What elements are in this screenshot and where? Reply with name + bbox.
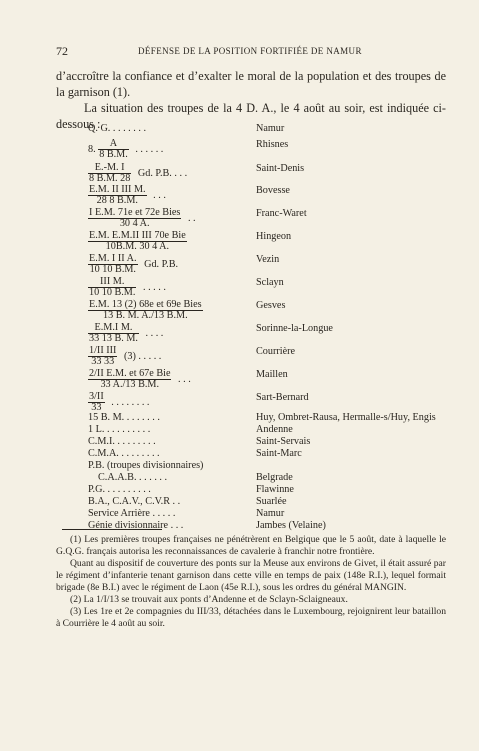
unit-cell: 1 L. . . . . . . . . .: [88, 424, 151, 435]
fraction-denominator: 28 8 B.M.: [96, 195, 138, 206]
unit-cell: C.M.I. . . . . . . . .: [88, 436, 156, 447]
fraction-numerator: E.M. I II A.: [89, 253, 137, 264]
running-title: DÉFENSE DE LA POSITION FORTIFIÉE DE NAMUR: [138, 46, 362, 56]
unit-fraction: [88, 300, 203, 321]
fraction-denominator: 13 B. M. A./13 B.M.: [102, 310, 188, 321]
footnote-separator: [62, 529, 162, 530]
fraction-numerator: E.M.I M.: [88, 323, 139, 334]
fraction-denominator: 33: [91, 402, 102, 413]
unit-cell: B.A., C.A.V., C.V.R . .: [88, 496, 181, 507]
location-cell: Namur: [256, 123, 285, 134]
table-row: [88, 345, 468, 367]
unit-cell: [88, 139, 163, 160]
fraction-numerator: E.-M. I: [88, 163, 131, 174]
table-row: [88, 520, 468, 534]
unit-suffix: Gd. P.B.: [144, 258, 179, 270]
intro-paragraph-1: d’accroître la confiance et d’exalter le moral de la population et des troupes de la garnison (1).: [56, 69, 446, 99]
fraction-denominator: 8 B.M. 28: [89, 173, 131, 184]
location-cell: Sorinne-la-Longue: [256, 323, 333, 334]
fraction-numerator: E.M. 13 (2) 68e et 69e Bies: [89, 299, 202, 310]
fraction-denominator: 10B.M. 30 4 A.: [105, 241, 170, 252]
location-cell: Maillen: [256, 369, 288, 380]
location-cell: Namur: [256, 508, 285, 519]
unit-suffix: . . . . . .: [135, 143, 164, 155]
page-number: 72: [56, 44, 68, 58]
location-cell: Belgrade: [256, 472, 293, 483]
fraction-numerator: 1/II III: [89, 345, 117, 356]
location-cell: Rhisnes: [256, 139, 289, 150]
unit-cell: [88, 346, 161, 367]
location-cell: Sart-Bernard: [256, 392, 309, 403]
fraction-denominator: 30 4 A.: [119, 218, 150, 229]
unit-cell: Service Arrière . . . . .: [88, 508, 176, 519]
unit-cell: C.A.A.B. . . . . . .: [98, 472, 168, 483]
fraction-denominator: 33 A./13 B.M.: [100, 379, 160, 390]
unit-suffix: . . . .: [145, 327, 164, 339]
unit-fraction: [88, 369, 171, 390]
table-row: [88, 391, 468, 413]
location-cell: Franc-Waret: [256, 208, 307, 219]
unit-cell: [88, 392, 149, 413]
unit-fraction: [88, 346, 117, 367]
unit-suffix: . . .: [178, 373, 191, 385]
table-row: [88, 207, 468, 229]
unit-fraction: [88, 208, 181, 229]
unit-suffix: . . . . .: [142, 281, 166, 293]
table-row: [88, 123, 468, 137]
fraction-numerator: I E.M. 71e et 72e Bies: [89, 207, 181, 218]
fraction-numerator: 3/II: [89, 391, 104, 402]
unit-fraction: [88, 323, 139, 344]
location-cell: Andenne: [256, 424, 293, 435]
fraction-numerator: III M.: [88, 277, 136, 288]
fraction-denominator: 33 13 B. M.: [89, 333, 138, 344]
location-cell: Saint-Denis: [256, 163, 305, 174]
location-cell: Vezin: [256, 254, 280, 265]
location-cell: Jambes (Velaine): [256, 520, 326, 531]
fraction-numerator: E.M. E.M.II III 70e Bie: [89, 230, 186, 241]
table-row: [88, 299, 468, 321]
unit-cell: [88, 323, 163, 344]
unit-fraction: [88, 185, 147, 206]
unit-fraction: [88, 163, 131, 184]
unit-suffix: . . . . . . . .: [111, 396, 150, 408]
location-cell: Bovesse: [256, 185, 290, 196]
location-cell: Flawinne: [256, 484, 294, 495]
table-row: [88, 230, 468, 252]
unit-cell: P.B. (troupes divisionnaires): [88, 460, 204, 471]
fraction-denominator: 33 33: [91, 356, 115, 367]
table-row: [88, 322, 468, 344]
unit-fraction: [88, 231, 187, 252]
unit-suffix: Gd. P.B. . . .: [137, 167, 188, 179]
table-row: [88, 368, 468, 390]
unit-fraction: [98, 139, 129, 160]
unit-cell: C.M.A. . . . . . . . .: [88, 448, 160, 459]
unit-suffix: . . .: [153, 189, 166, 201]
table-row: [88, 253, 468, 275]
unit-cell: Génie divisionnaire . . .: [88, 520, 184, 531]
table-row: [88, 138, 468, 160]
unit-suffix: (3) . . . . .: [123, 350, 162, 362]
fraction-numerator: E.M. II III M.: [89, 184, 146, 195]
unit-cell: [88, 300, 207, 321]
fraction-numerator: 2/II E.M. et 67e Bie: [89, 368, 171, 379]
unit-prefix: 8.: [88, 143, 96, 155]
location-cell: Saint-Marc: [256, 448, 302, 459]
table-row: [88, 162, 468, 184]
unit-cell: 15 B. M. . . . . . . .: [88, 412, 160, 423]
footnotes: [56, 534, 446, 630]
table-row: [88, 276, 468, 298]
location-cell: Sclayn: [256, 277, 284, 288]
footnote-1-continued: Quant au dispositif de couverture des ponts sur la Meuse aux environs de Givet, il était assuré par le régiment d’infanterie tenant garnison dans cette ville en temps de paix (148e R.I.), lequel formait brigade (8e B.I.) avec le régiment de Laon (45e R.I.), sous les ordres du général MANGIN.: [56, 558, 446, 593]
footnote-2: (2) La 1/I/13 se trouvait aux ponts d’Andenne et de Sclayn-Sclaigneaux.: [70, 594, 348, 605]
location-cell: Suarlée: [256, 496, 287, 507]
location-cell: Courrière: [256, 346, 296, 357]
unit-fraction: [88, 277, 136, 298]
location-cell: Saint-Servais: [256, 436, 311, 447]
intro-paragraph-2: La situation des troupes de la 4 D. A., le 4 août au soir, est indiquée ci-dessous :: [56, 101, 446, 131]
unit-cell: P.G. . . . . . . . . .: [88, 484, 151, 495]
unit-fraction: [88, 254, 138, 275]
unit-suffix: . .: [187, 212, 196, 224]
unit-cell: [88, 277, 166, 298]
unit-cell: [88, 369, 191, 390]
footnote-1: (1) Les premières troupes françaises ne pénétrèrent en Belgique que le 5 août, date à laquelle le G.Q.G. français autorisa les reconnaissances de cavalerie à franchir notre frontière.: [56, 534, 446, 557]
unit-cell: Q. G. . . . . . . .: [88, 123, 147, 134]
unit-fraction: [88, 392, 105, 413]
location-cell: Huy, Ombret-Rausa, Hermalle-s/Huy, Engis: [256, 412, 436, 423]
table-row: [88, 184, 468, 206]
location-cell: Hingeon: [256, 231, 292, 242]
unit-cell: [88, 185, 166, 206]
fraction-denominator: 8 B.M.: [99, 149, 128, 160]
unit-cell: [88, 163, 187, 184]
fraction-denominator: 10 10 B.M.: [89, 264, 136, 275]
location-cell: Gesves: [256, 300, 286, 311]
unit-cell: [88, 254, 178, 275]
unit-cell: [88, 208, 196, 229]
unit-cell: [88, 231, 191, 252]
page-header: [56, 44, 446, 58]
fraction-denominator: 10 10 B.M.: [89, 287, 136, 298]
footnote-3: (3) Les 1re et 2e compagnies du III/33, détachées dans le Luxembourg, rejoignirent leur bataillon à Courrière le 4 août au soir.: [56, 606, 446, 629]
fraction-numerator: A: [98, 139, 129, 150]
